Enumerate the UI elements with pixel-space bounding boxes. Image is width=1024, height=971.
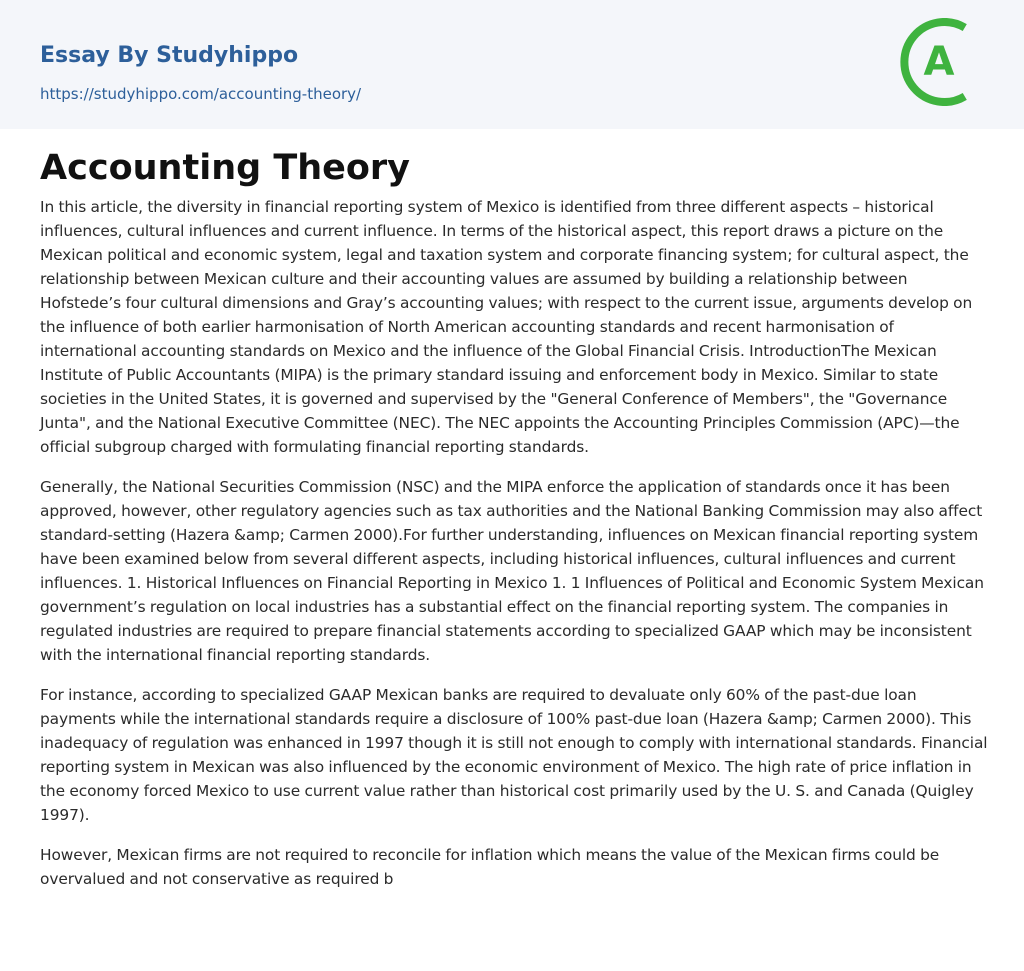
source-url-link[interactable]: https://studyhippo.com/accounting-theory/ bbox=[40, 85, 362, 103]
page-header bbox=[0, 0, 1024, 129]
article-paragraph-4: However, Mexican firms are not required to reconcile for inflation which means the value of the Mexican firms could be overvalued and not conservative as required b bbox=[40, 846, 940, 888]
article-paragraph-2: Generally, the National Securities Commission (NSC) and the MIPA enforce the application of standards once it has been approved, however, other regulatory agencies such as tax authorities and the National Banking Commission may also affect standard-setting (Hazera &amp; Carmen 2000).For further understanding, influences on Mexican financial reporting system have been examined below from several different aspects, including historical influences, cultural influences and current influences. 1. Historical Influences on Financial Reporting in Mexico 1. 1 Influences of Political and Economic System Mexican government’s regulation on local industries has a substantial effect on the financial reporting system. The companies in regulated industries are required to prepare financial statements according to specialized GAAP which may be inconsistent with the international financial reporting standards. bbox=[40, 478, 984, 664]
article-paragraph-1: In this article, the diversity in financial reporting system of Mexico is identified from three different aspects – historical influences, cultural influences and current influence. In terms of the historical aspect, this report draws a picture on the Mexican political and economic system, legal and taxation system and corporate financing system; for cultural aspect, the relationship between Mexican culture and their accounting values are assumed by building a relationship between Hofstede’s four cultural dimensions and Gray’s accounting values; with respect to the current issue, arguments develop on the influence of both earlier harmonisation of North American accounting standards and recent harmonisation of international accounting standards on Mexico and the influence of the Global Financial Crisis. IntroductionThe Mexican Institute of Public Accountants (MIPA) is the primary standard issuing and enforcement body in Mexico. Similar to state societies in the United States, it is governed and supervised by the "General Conference of Members", the "Governance Junta", and the National Executive Committee (NEC). The NEC appoints the Accounting Principles Commission (APC)—the official subgroup charged with formulating financial reporting standards. bbox=[40, 198, 973, 456]
studyhippo-logo-icon[interactable] bbox=[900, 18, 988, 106]
logo-letter: A bbox=[923, 39, 955, 85]
article-content bbox=[40, 146, 988, 907]
article-paragraph-3: For instance, according to specialized GAAP Mexican banks are required to devaluate only 60% of the past-due loan payments while the international standards require a disclosure of 100% past-due loan (Hazera &amp; Carmen 2000). This inadequacy of regulation was enhanced in 1997 though it is still not enough to comply with international standards. Financial reporting system in Mexican was also influenced by the economic environment of Mexico. The high rate of price inflation in the economy forced Mexico to use current value rather than historical cost primarily used by the U. S. and Canada (Quigley 1997). bbox=[40, 686, 988, 824]
page-title: Accounting Theory bbox=[40, 148, 410, 188]
brand-title: Essay By Studyhippo bbox=[40, 43, 299, 68]
